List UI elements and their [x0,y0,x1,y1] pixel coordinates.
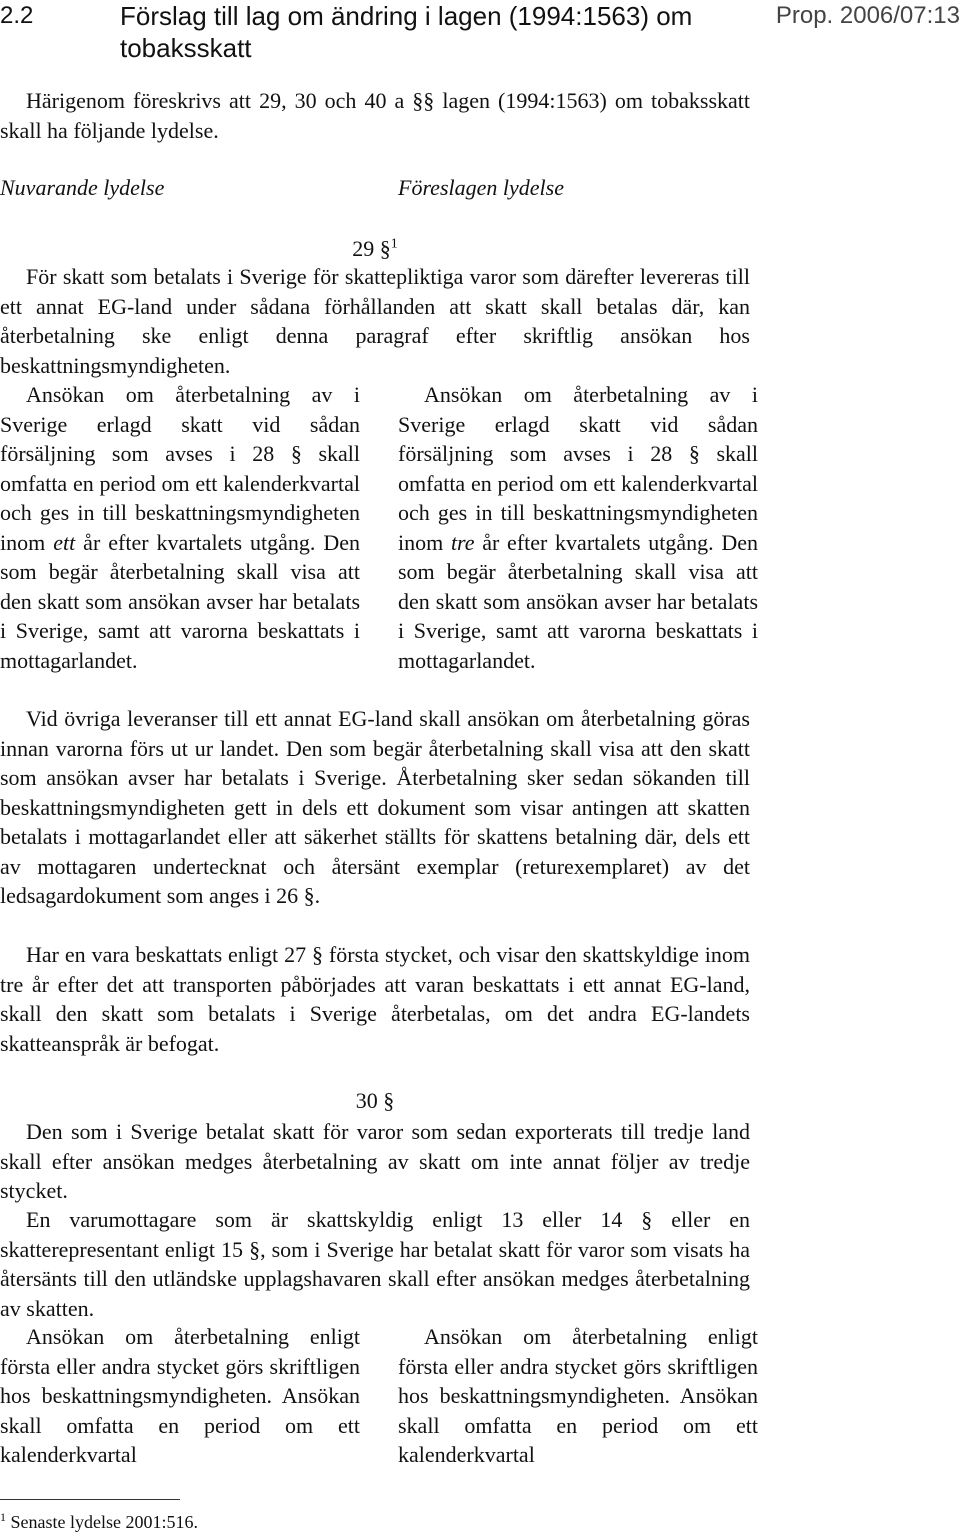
intro-paragraph: Härigenom föreskrivs att 29, 30 och 40 a §§ lagen (1994:1563) om tobaksskatt skall ha följande lydelse. [0,88,750,143]
section-29-current-column [0,380,360,675]
section-30-paragraph-1: Den som i Sverige betalat skatt för varor som sedan exporterats till tredje land skall efter ansökan medges återbetalning av skatt om inte annat följer av tredje stycket. [0,1119,750,1203]
section-30-current-column: Ansökan om återbetalning enligt första eller andra stycket görs skriftligen hos beskattningsmyndigheten. Ansökan skall omfatta en period om ett kalenderkvartal [0,1324,360,1467]
footnote-divider [0,1499,180,1500]
section-29-heading [0,236,750,262]
current-emphasis: ett [53,529,76,555]
section-30-paragraph-2: En varumottagare som är skattskyldig enligt 13 eller 14 § eller en skatterepresentant enligt 15 §, som i Sverige har betalat skatt för varor som visats ha återsänts till den utländske upplagshavaren skall efter ansökan medges återbetalning av skatten. [0,1207,750,1321]
section-29-paragraph-4: Har en vara beskattats enligt 27 § första stycket, och visar den skattskyldige inom tre år efter det att transporten påbörjades att varan beskattats i ett annat EG-land, skall den skatt som betalats i Sverige återbetalas, om det andra EG-landets skatteanspråk är befogat. [0,942,750,1056]
current-text-start: Ansökan om återbetalning av i Sverige erlagd skatt vid sådan försäljning som avses i 28 § skall omfatta en period om ett kalenderkvartal och ges in till beskattningsmyndigheten inom [0,382,360,555]
proposed-text-end: år efter kvartalets utgång. Den som begär återbetalning skall visa att den skatt som ansökan avser har betalats i Sverige, samt att varorna beskattats i mottagarlandet. [398,529,758,673]
current-wording-heading: Nuvarande lydelse [0,175,165,200]
section-30-proposed-column: Ansökan om återbetalning enligt första eller andra stycket görs skriftligen hos beskattningsmyndigheten. Ansökan skall omfatta en period om ett kalenderkvartal [398,1324,758,1467]
footnote [0,1510,198,1533]
footnote-number: 1 [0,1510,6,1524]
section-29-paragraph-1: För skatt som betalats i Sverige för skattepliktiga varor som därefter levereras till ett annat EG-land under sådana förhållanden att skatt skall betalas där, kan återbetalning ske enligt denna paragraf efter skriftlig ansökan hos beskattningsmyndigheten. [0,264,750,378]
proposed-text-start: Ansökan om återbetalning av i Sverige erlagd skatt vid sådan försäljning som avses i 28 § skall omfatta en period om ett kalenderkvartal och ges in till beskattningsmyndigheten inom [398,382,758,555]
proposed-emphasis: tre [450,529,475,555]
current-text-end: år efter kvartalets utgång. Den som begär återbetalning skall visa att den skatt som ansökan avser har betalats i Sverige, samt att varorna beskattats i mottagarlandet. [0,529,360,673]
section-30-heading: 30 § [355,1088,395,1113]
page-header [0,0,960,64]
proposition-reference: Prop. 2006/07:13 [775,2,960,29]
proposed-wording-heading: Föreslagen lydelse [398,175,564,200]
section-title: Förslag till lag om ändring i lagen (1994:1563) om tobaksskatt [120,1,693,63]
section-number: 2.2 [0,2,34,29]
section-29-proposed-column [398,380,758,675]
footnote-marker: 1 [390,236,398,252]
section-29-label: 29 § [352,236,391,261]
section-29-paragraph-3: Vid övriga leveranser till ett annat EG-land skall ansökan om återbetalning göras innan varorna förs ut ur landet. Den som begär återbetalning skall visa att den skatt som ansökan avser har betalats i Sverige. Återbetalning sker sedan sökanden till beskattningsmyndigheten gett in dels ett dokument som visar antingen att skatten betalats i mottagarlandet eller att säkerhet ställts för skattens betalning där, dels ett av mottagaren undertecknat och återsänt exemplar (returexemplaret) av det ledsagardokument som anges i 26 §. [0,706,750,908]
footnote-text: Senaste lydelse 2001:516. [10,1512,198,1532]
